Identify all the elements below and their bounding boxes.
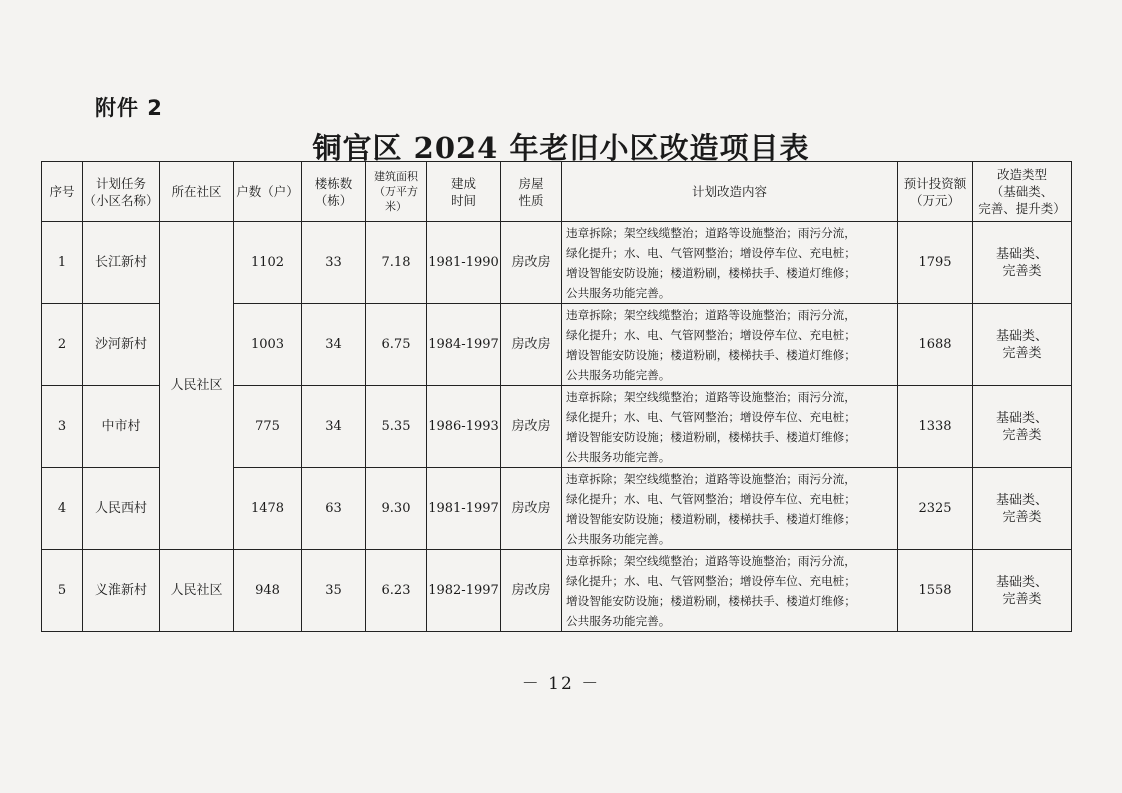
cell-seq: 2 xyxy=(42,304,83,386)
cell-investment: 1338 xyxy=(898,386,973,468)
cell-type: 基础类、 完善类 xyxy=(973,386,1072,468)
cell-households: 775 xyxy=(234,386,302,468)
cell-community: 人民社区 xyxy=(160,550,234,632)
page-number: － 12 － xyxy=(521,674,601,694)
header-type: 改造类型 （基础类、 完善、提升类） xyxy=(973,162,1072,222)
header-households: 户数（户） xyxy=(234,162,302,222)
annex-label: 附件 2 xyxy=(95,96,163,120)
header-seq: 序号 xyxy=(42,162,83,222)
cell-households: 948 xyxy=(234,550,302,632)
cell-area: 5.35 xyxy=(366,386,427,468)
header-built-time: 建成 时间 xyxy=(427,162,501,222)
cell-name: 中市村 xyxy=(83,386,160,468)
cell-area: 6.75 xyxy=(366,304,427,386)
cell-buildings: 63 xyxy=(302,468,366,550)
cell-seq: 1 xyxy=(42,222,83,304)
cell-seq: 4 xyxy=(42,468,83,550)
cell-seq: 3 xyxy=(42,386,83,468)
cell-property: 房改房 xyxy=(501,386,562,468)
cell-built-time: 1984-1997 xyxy=(427,304,501,386)
cell-investment: 1558 xyxy=(898,550,973,632)
cell-households: 1102 xyxy=(234,222,302,304)
cell-property: 房改房 xyxy=(501,222,562,304)
cell-content: 违章拆除；架空线缆整治；道路等设施整治；雨污分流， 绿化提升；水、电、气管网整治；增设停车位、充电桩； 增设智能安防设施；楼道粉刷，楼梯扶手、楼道灯维修； 公共服务功能完善。 xyxy=(562,304,898,386)
cell-seq: 5 xyxy=(42,550,83,632)
cell-type: 基础类、 完善类 xyxy=(973,550,1072,632)
cell-type: 基础类、 完善类 xyxy=(973,468,1072,550)
project-table xyxy=(41,161,1072,632)
cell-built-time: 1986-1993 xyxy=(427,386,501,468)
table-header-row xyxy=(42,162,1072,222)
header-content: 计划改造内容 xyxy=(562,162,898,222)
cell-content: 违章拆除；架空线缆整治；道路等设施整治；雨污分流， 绿化提升；水、电、气管网整治；增设停车位、充电桩； 增设智能安防设施；楼道粉刷，楼梯扶手、楼道灯维修； 公共服务功能完善。 xyxy=(562,386,898,468)
cell-area: 7.18 xyxy=(366,222,427,304)
cell-name: 义淮新村 xyxy=(83,550,160,632)
cell-buildings: 33 xyxy=(302,222,366,304)
header-buildings: 楼栋数 （栋） xyxy=(302,162,366,222)
header-community: 所在社区 xyxy=(160,162,234,222)
header-property: 房屋 性质 xyxy=(501,162,562,222)
cell-name: 沙河新村 xyxy=(83,304,160,386)
cell-area: 9.30 xyxy=(366,468,427,550)
document-title: 铜官区 2024 年老旧小区改造项目表 xyxy=(312,131,810,165)
cell-buildings: 34 xyxy=(302,304,366,386)
cell-property: 房改房 xyxy=(501,550,562,632)
header-task: 计划任务 （小区名称） xyxy=(83,162,160,222)
cell-households: 1003 xyxy=(234,304,302,386)
header-area: 建筑面积 （万平方米） xyxy=(366,162,427,222)
cell-buildings: 34 xyxy=(302,386,366,468)
cell-property: 房改房 xyxy=(501,304,562,386)
cell-type: 基础类、 完善类 xyxy=(973,222,1072,304)
cell-name: 长江新村 xyxy=(83,222,160,304)
cell-investment: 1688 xyxy=(898,304,973,386)
cell-investment: 2325 xyxy=(898,468,973,550)
cell-name: 人民西村 xyxy=(83,468,160,550)
cell-investment: 1795 xyxy=(898,222,973,304)
cell-buildings: 35 xyxy=(302,550,366,632)
table-row xyxy=(42,222,1072,304)
cell-content: 违章拆除；架空线缆整治；道路等设施整治；雨污分流， 绿化提升；水、电、气管网整治；增设停车位、充电桩； 增设智能安防设施；楼道粉刷，楼梯扶手、楼道灯维修； 公共服务功能完善。 xyxy=(562,550,898,632)
cell-community: 人民社区 xyxy=(160,222,234,550)
cell-content: 违章拆除；架空线缆整治；道路等设施整治；雨污分流， 绿化提升；水、电、气管网整治；增设停车位、充电桩； 增设智能安防设施；楼道粉刷，楼梯扶手、楼道灯维修； 公共服务功能完善。 xyxy=(562,222,898,304)
header-investment: 预计投资额 （万元） xyxy=(898,162,973,222)
cell-content: 违章拆除；架空线缆整治；道路等设施整治；雨污分流， 绿化提升；水、电、气管网整治；增设停车位、充电桩； 增设智能安防设施；楼道粉刷，楼梯扶手、楼道灯维修； 公共服务功能完善。 xyxy=(562,468,898,550)
cell-built-time: 1982-1997 xyxy=(427,550,501,632)
cell-built-time: 1981-1990 xyxy=(427,222,501,304)
cell-built-time: 1981-1997 xyxy=(427,468,501,550)
cell-type: 基础类、 完善类 xyxy=(973,304,1072,386)
cell-households: 1478 xyxy=(234,468,302,550)
cell-area: 6.23 xyxy=(366,550,427,632)
table-row xyxy=(42,550,1072,632)
cell-property: 房改房 xyxy=(501,468,562,550)
